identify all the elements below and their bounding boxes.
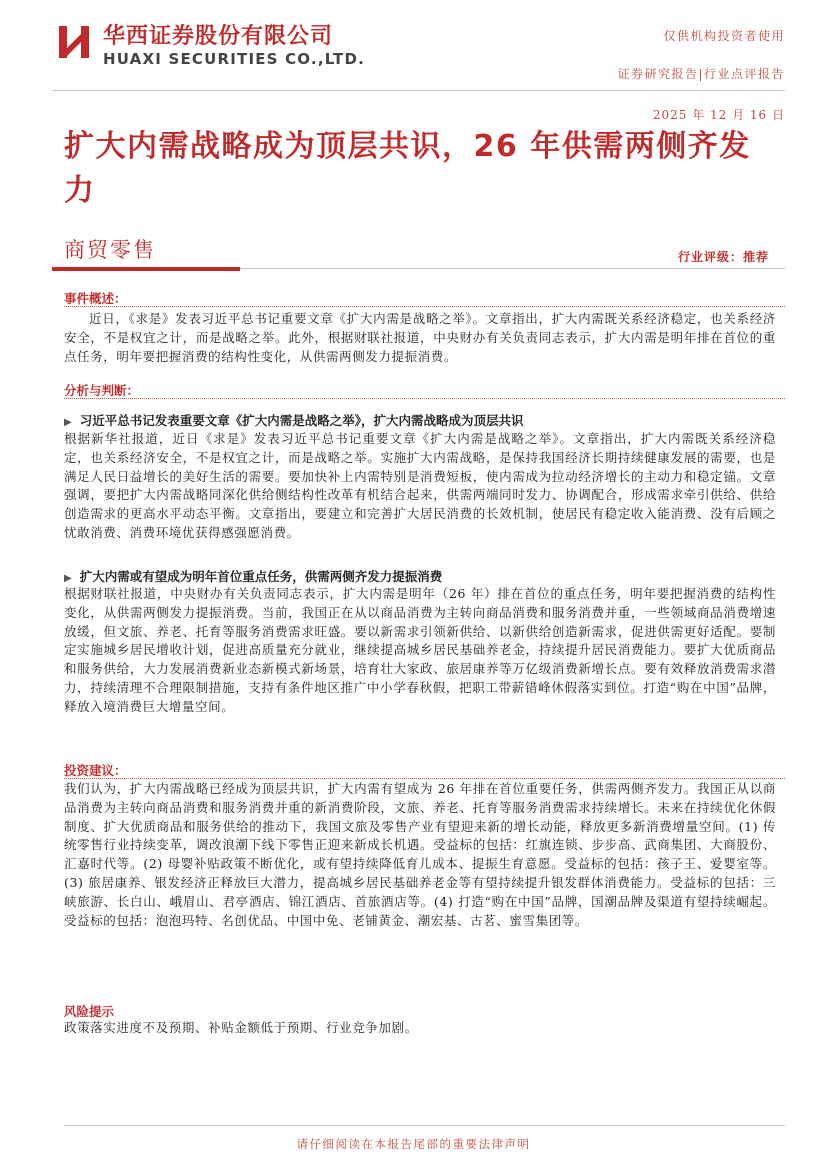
risk-text: 政策落实进度不及预期、补贴金额低于预期、行业竞争加剧。 (64, 1020, 418, 1035)
analysis-subheading-1-text: 习近平总书记发表重要文章《扩大内需是战略之举》，扩大内需战略成为顶层共识 (79, 413, 524, 428)
analysis-subheading-1 (64, 411, 776, 429)
brand-name-en: HUAXI SECURITIES CO.,LTD. (103, 50, 365, 68)
advice-text: 我们认为，扩大内需战略已经成为顶层共识，扩大内需有望成为 26 年排在首位重要任务，供需两侧齐发力。我国正从以商品消费为主转向商品消费和服务消费并重的新消费阶段，文旅、养老、托育等服务消费需求持续增长。未来在持续优化休假制度、扩大优质商品和服务供给的推动下，我国文旅及零售产业有望迎来新的增长动能，释放更多新消费增量空间。(1) 传统零售行业持续变革，调改浪潮下线下零售正迎来新成长机遇。受益标的包括：红旗连锁、步步高、武商集团、大商股份、汇嘉时代等。(2) 母婴补贴政策不断优化，或有望持续降低育儿成本、提振生育意愿。受益标的包括：孩子王、爱婴室等。(3) 旅居康养、银发经济正释放巨大潜力，提高城乡居民基础养老金等有望持续提升银发群体消费能力。受益标的包括：三峡旅游、长白山、峨眉山、君亭酒店、锦江酒店、首旅酒店等。(4) 打造“购在中国”品牌，国潮品牌及渠道有望持续崛起。受益标的包括：泡泡玛特、名创优品、中国中免、老铺黄金、潮宏基、古茗、蜜雪集团等。 (64, 781, 776, 928)
legal-notice: 请仔细阅读在本报告尾部的重要法律声明 (296, 1137, 531, 1151)
footer-divider (64, 1125, 785, 1126)
huaxi-logo-icon (57, 24, 93, 60)
event-text: 近日，《求是》发表习近平总书记重要文章《扩大内需是战略之举》。文章指出，扩大内需既关系经济稳定，也关系经济安全，不是权宜之计，而是战略之举。此外，根据财联社报道，中央财办有关负责同志表示，扩大内需是明年排在首位的重点任务，明年要把握消费的结构性变化，从供需两侧发力提振消费。 (64, 311, 776, 364)
audience-note: 仅供机构投资者使用 (663, 29, 785, 43)
industry-rating: 行业评级：推荐 (677, 250, 769, 264)
industry-divider (240, 268, 785, 269)
triangle-bullet-icon: ▶ (64, 573, 72, 584)
event-heading: 事件概述： (64, 291, 127, 306)
industry-name: 商贸零售 (64, 238, 156, 262)
report-date: 2025 年 12 月 16 日 (652, 108, 785, 122)
report-type: 证券研究报告|行业点评报告 (617, 67, 785, 81)
triangle-bullet-icon: ▶ (64, 417, 72, 428)
analysis-heading: 分析与判断： (64, 383, 140, 398)
report-title: 扩大内需战略成为顶层共识，26 年供需两侧齐发力 (64, 129, 751, 208)
analysis-text-2: 根据财联社报道，中央财办有关负责同志表示，扩大内需是明年（26 年）排在首位的重点任务，明年要把握消费的结构性变化，从供需两侧发力提振消费。当前，我国正在从以商品消费为主转向商品消费和服务消费并重，一些领域商品消费增速放缓，但文旅、养老、托育等服务消费需求旺盛。要以新需求引领新供给、以新供给创造新需求，促进供需更好适配。要制定实施城乡居民增收计划，促进高质量充分就业，继续提高城乡居民基础养老金，持续提升居民消费能力。要扩大优质商品和服务供给，大力发展消费新业态新模式新场景，培育壮大家政、旅居康养等万亿级消费新增长点。要有效释放消费需求潜力，持续清理不合理限制措施，支持有条件地区推广中小学春秋假，把职工带薪错峰休假落实到位。打造“购在中国”品牌，释放入境消费巨大增量空间。 (64, 586, 776, 714)
analysis-subheading-2-text: 扩大内需或有望成为明年首位重点任务，供需两侧齐发力提振消费 (79, 569, 443, 584)
analysis-text-1: 根据新华社报道，近日《求是》发表习近平总书记重要文章《扩大内需是战略之举》。文章指出，扩大内需既关系经济稳定，也关系经济安全，不是权宜之计，而是战略之举。实施扩大内需战略，是保持我国经济长期持续健康发展的需要，也是满足人民日益增长的美好生活的需要。要加快补上内需特别是消费短板，使内需成为拉动经济增长的主动力和稳定锚。文章强调，要把扩大内需战略同深化供给侧结构性改革有机结合起来，供需两端同时发力、协调配合，形成需求牵引供给、供给创造需求的更高水平动态平衡。文章指出，要建立和完善扩大居民消费的长效机制，使居民有稳定收入能消费、没有后顾之忧敢消费、消费环境优获得感强愿消费。 (64, 431, 776, 540)
risk-heading: 风险提示 (64, 1004, 115, 1019)
advice-heading: 投资建议： (64, 763, 127, 778)
brand-name-cn: 华西证券股份有限公司 (103, 24, 334, 49)
analysis-heading-rule (64, 398, 785, 399)
industry-underline (52, 267, 240, 271)
event-heading-rule (64, 306, 785, 307)
analysis-subheading-2 (64, 567, 776, 585)
header-divider (52, 90, 785, 91)
advice-heading-rule (64, 778, 785, 779)
